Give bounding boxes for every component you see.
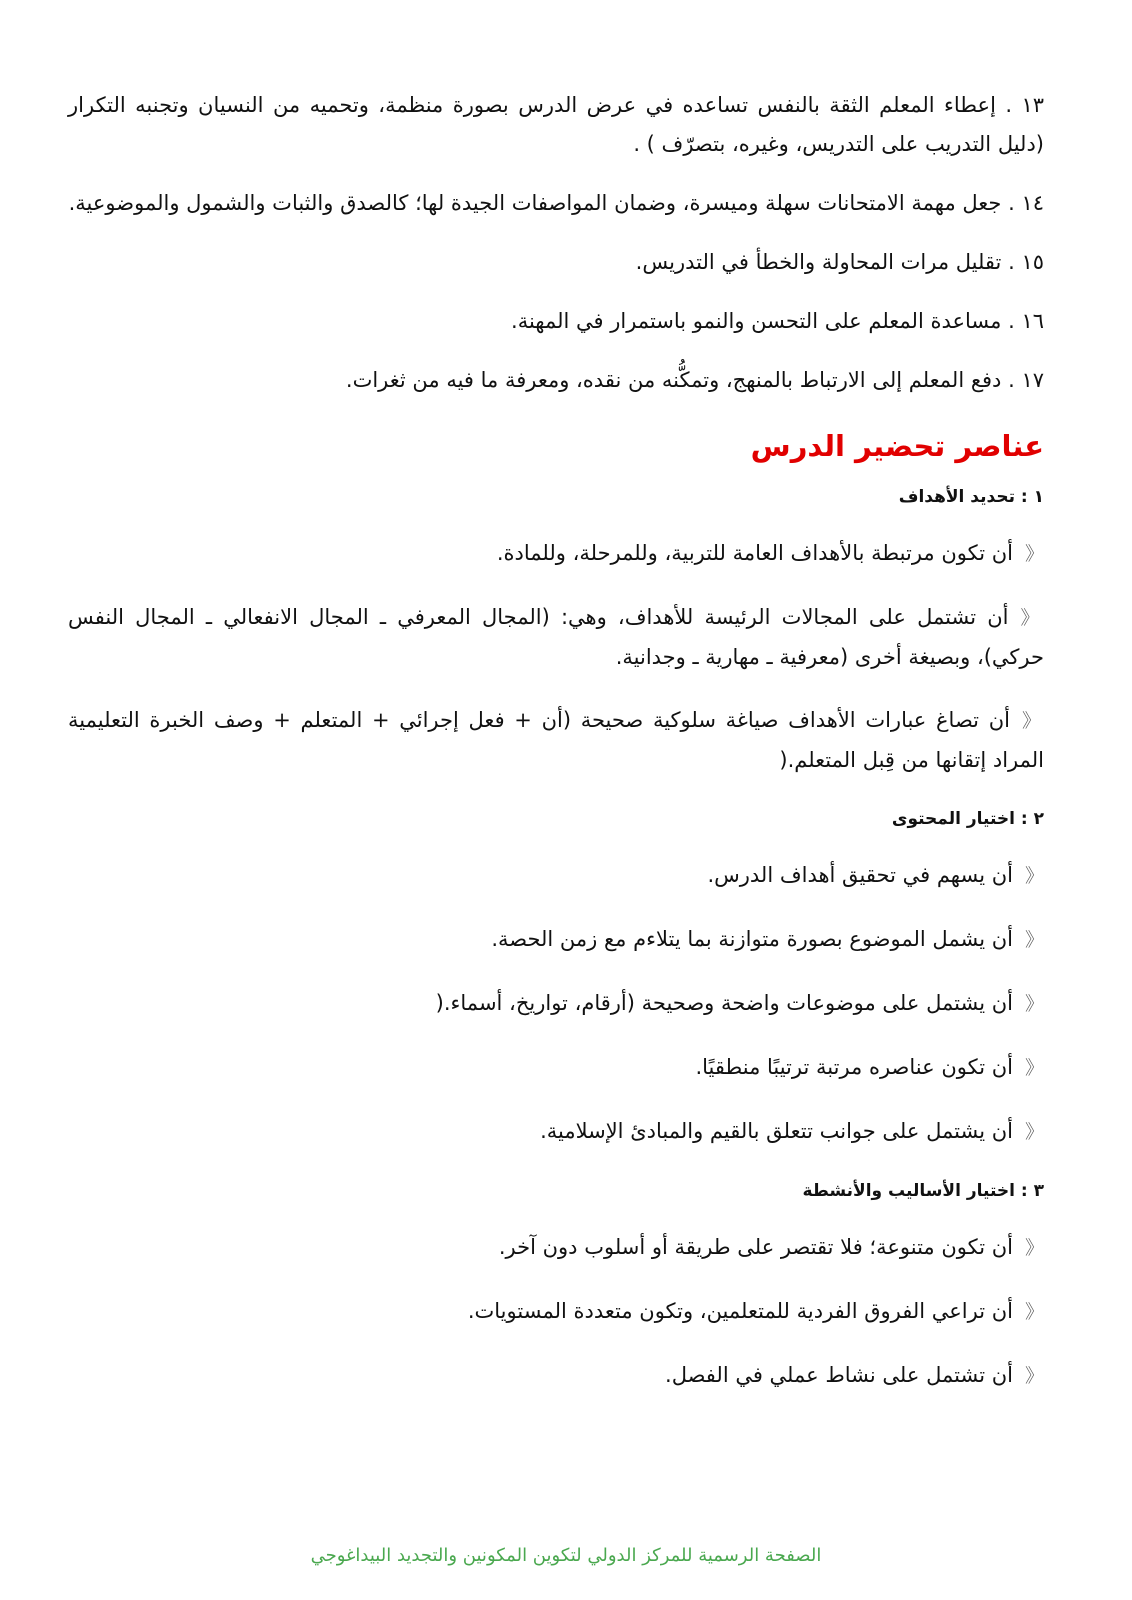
bullet-icon: 《 — [1024, 1237, 1044, 1259]
bullet-item — [68, 701, 1044, 780]
bullet-item — [68, 534, 1044, 574]
group-title: ١ : تحديد الأهداف — [898, 487, 1044, 507]
document-body — [68, 86, 1044, 1420]
bullet-text: أن تشتمل على نشاط عملي في الفصل. — [665, 1363, 1013, 1387]
group-title: ٢ : اختيار المحتوى — [891, 809, 1044, 829]
bullet-icon: 《 — [1024, 865, 1044, 887]
bullet-icon: 《 — [1024, 993, 1044, 1015]
bullet-text: أن تكون مرتبطة بالأهداف العامة للتربية، وللمرحلة، وللمادة. — [496, 541, 1013, 565]
bullet-icon: 《 — [1024, 1365, 1044, 1387]
group-title: ٣ : اختيار الأساليب والأنشطة — [802, 1181, 1044, 1201]
bullet-item — [68, 598, 1044, 677]
group-methods — [68, 1176, 1044, 1396]
bullet-text: أن يشتمل على موضوعات واضحة وصحيحة (أرقام، تواريخ، أسماء.( — [435, 991, 1013, 1015]
bullet-icon: 《 — [1024, 1121, 1044, 1143]
list-item-15: ١٥ . تقليل مرات المحاولة والخطأ في التدريس. — [635, 250, 1044, 274]
bullet-item — [68, 984, 1044, 1024]
bullet-text: أن يشمل الموضوع بصورة متوازنة بما يتلاءم مع زمن الحصة. — [491, 927, 1013, 951]
list-item-16: ١٦ . مساعدة المعلم على التحسن والنمو باستمرار في المهنة. — [511, 309, 1044, 333]
bullet-icon: 《 — [1020, 607, 1044, 629]
bullet-item — [68, 1048, 1044, 1088]
bullet-text: أن تكون عناصره مرتبة ترتيبًا منطقيًا. — [695, 1055, 1013, 1079]
bullet-text: أن يسهم في تحقيق أهداف الدرس. — [707, 863, 1013, 887]
page-footer: الصفحة الرسمية للمركز الدولي لتكوين المكونين والتجديد البيداغوجي — [310, 1545, 822, 1566]
bullet-text: أن تراعي الفروق الفردية للمتعلمين، وتكون متعددة المستويات. — [467, 1299, 1013, 1323]
bullet-icon: 《 — [1024, 1301, 1044, 1323]
bullet-icon: 《 — [1024, 929, 1044, 951]
bullet-item — [68, 856, 1044, 896]
bullet-icon: 《 — [1021, 710, 1044, 732]
list-item-17: ١٧ . دفع المعلم إلى الارتباط بالمنهج، وتمكُّنه من نقده، ومعرفة ما فيه من ثغرات. — [345, 368, 1044, 392]
bullet-item — [68, 920, 1044, 960]
list-item-13: ١٣ . إعطاء المعلم الثقة بالنفس تساعده في عرض الدرس بصورة منظمة، وتحميه من النسيان وتجنبه التكرار (دليل التدريب على التدريس، وغيره، بتصرّف ) . — [68, 93, 1044, 156]
bullet-item — [68, 1356, 1044, 1396]
bullet-icon: 《 — [1024, 543, 1044, 565]
section-title: عناصر تحضير الدرس — [750, 429, 1044, 463]
bullet-text: أن تصاغ عبارات الأهداف صياغة سلوكية صحيحة (أن + فعل إجرائي + المتعلم + وصف الخبرة التعليمية المراد إتقانها من قِبل المتعلم.( — [68, 708, 1044, 772]
group-content — [68, 804, 1044, 1152]
bullet-text: أن يشتمل على جوانب تتعلق بالقيم والمبادئ الإسلامية. — [540, 1119, 1013, 1143]
bullet-item — [68, 1292, 1044, 1332]
bullet-item — [68, 1228, 1044, 1268]
bullet-icon: 《 — [1024, 1057, 1044, 1079]
bullet-item — [68, 1112, 1044, 1152]
list-item-14: ١٤ . جعل مهمة الامتحانات سهلة وميسرة، وضمان المواصفات الجيدة لها؛ كالصدق والثبات والشمول والموضوعية. — [68, 191, 1044, 215]
group-objectives — [68, 482, 1044, 780]
bullet-text: أن تكون متنوعة؛ فلا تقتصر على طريقة أو أسلوب دون آخر. — [498, 1235, 1013, 1259]
bullet-text: أن تشتمل على المجالات الرئيسة للأهداف، وهي: (المجال المعرفي ـ المجال الانفعالي ـ المجال النفس حركي)، وبصيغة أخرى (معرفية ـ مهارية ـ وجدانية. — [68, 605, 1044, 669]
